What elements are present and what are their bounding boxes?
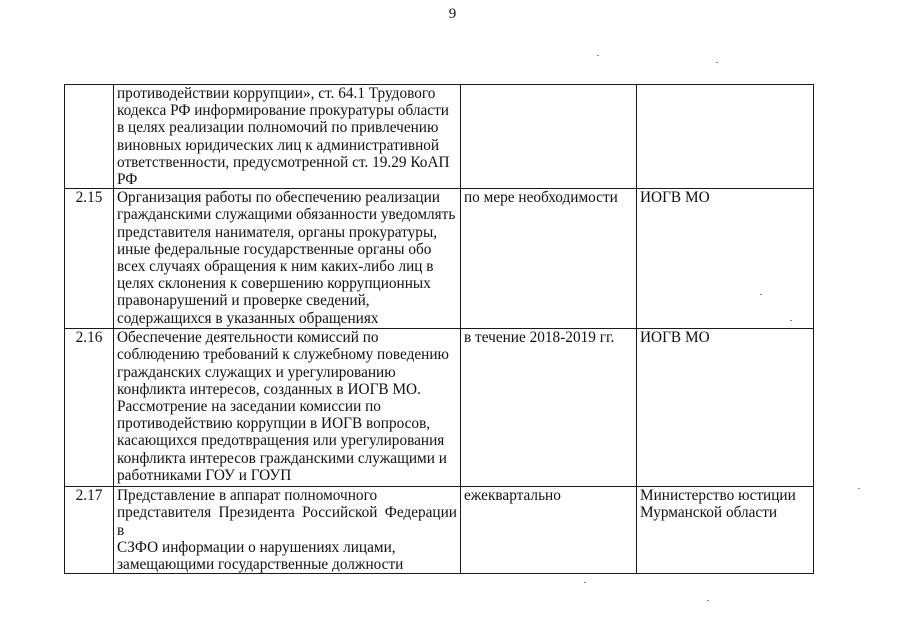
description-line: правонарушений и проверке сведений,	[117, 292, 370, 310]
executor-cell: ИОГВ МО	[637, 189, 814, 329]
description-line: конфликта интересов гражданскими служащими и	[117, 449, 447, 467]
description-line: Организация работы по обеспечению реализации	[117, 189, 440, 207]
term-cell	[461, 85, 637, 189]
executor-cell	[637, 487, 814, 574]
item-number	[65, 85, 114, 189]
term-cell: ежеквартально	[461, 487, 637, 574]
executor-line: Мурманской области	[640, 504, 778, 522]
description-line: Обеспечение деятельности комиссий по	[117, 329, 379, 347]
description-line: РФ	[117, 171, 138, 189]
scan-speck	[858, 488, 860, 489]
table-row	[65, 487, 814, 574]
description-line: ответственности, предусмотренной ст. 19.29 КоАП	[117, 153, 450, 171]
executor-line: Министерство юстиции	[640, 487, 796, 505]
scan-speck	[707, 600, 709, 601]
measure-description	[114, 487, 461, 574]
table-row	[65, 329, 814, 487]
table-row	[65, 85, 814, 189]
description-line: в целях реализации полномочий по привлечению	[117, 119, 439, 137]
description-line: целях склонения к совершению коррупционных	[117, 275, 431, 293]
description-line: гражданских служащих и урегулированию	[117, 363, 396, 381]
measure-description	[114, 189, 461, 329]
item-number: 2.17	[65, 487, 114, 574]
description-line: конфликта интересов, созданных в ИОГВ МО.	[117, 380, 421, 398]
description-line: Представление в аппарат полномочного	[117, 487, 378, 505]
executor-cell: ИОГВ МО	[637, 329, 814, 487]
scan-speck	[760, 294, 762, 295]
page-number: 9	[448, 6, 457, 22]
term-cell: в течение 2018-2019 гг.	[461, 329, 637, 487]
item-number: 2.15	[65, 189, 114, 329]
description-line: касающихся предотвращения или урегулирования	[117, 432, 445, 450]
description-line: кодекса РФ информирование прокуратуры области	[117, 102, 449, 120]
description-line: СЗФО информации о нарушениях лицами,	[117, 538, 396, 556]
description-line: всех случаях обращения к ним каких-либо лиц в	[117, 258, 434, 276]
description-line: представителя нанимателя, органы прокуратуры,	[117, 223, 438, 241]
description-line: содержащихся в указанных обращениях	[117, 309, 379, 327]
description-line: противодействии коррупции», ст. 64.1 Трудового	[117, 85, 436, 102]
action-plan-table	[64, 84, 814, 574]
description-line: Рассмотрение на заседании комиссии по	[117, 398, 381, 416]
description-line: представителя Президента Российской Федерации в	[117, 504, 457, 539]
item-number: 2.16	[65, 329, 114, 487]
description-line: замещающими государственные должности	[117, 556, 404, 574]
scan-speck	[790, 320, 792, 321]
executor-cell	[637, 85, 814, 189]
description-line: противодействию коррупции в ИОГВ вопросов,	[117, 415, 431, 433]
description-line: иные федеральные государственные органы обо	[117, 240, 432, 258]
scan-speck	[597, 55, 599, 56]
term-cell: по мере необходимости	[461, 189, 637, 329]
measure-description	[114, 85, 461, 189]
measure-description	[114, 329, 461, 487]
table-row	[65, 189, 814, 329]
description-line: виновных юридических лиц к административной	[117, 136, 440, 154]
description-line: работниками ГОУ и ГОУП	[117, 466, 292, 484]
description-line: гражданскими служащими обязанности уведомлять	[117, 206, 456, 224]
scan-speck	[584, 582, 586, 583]
description-line: соблюдению требований к служебному поведению	[117, 346, 449, 364]
scan-speck	[716, 62, 718, 63]
